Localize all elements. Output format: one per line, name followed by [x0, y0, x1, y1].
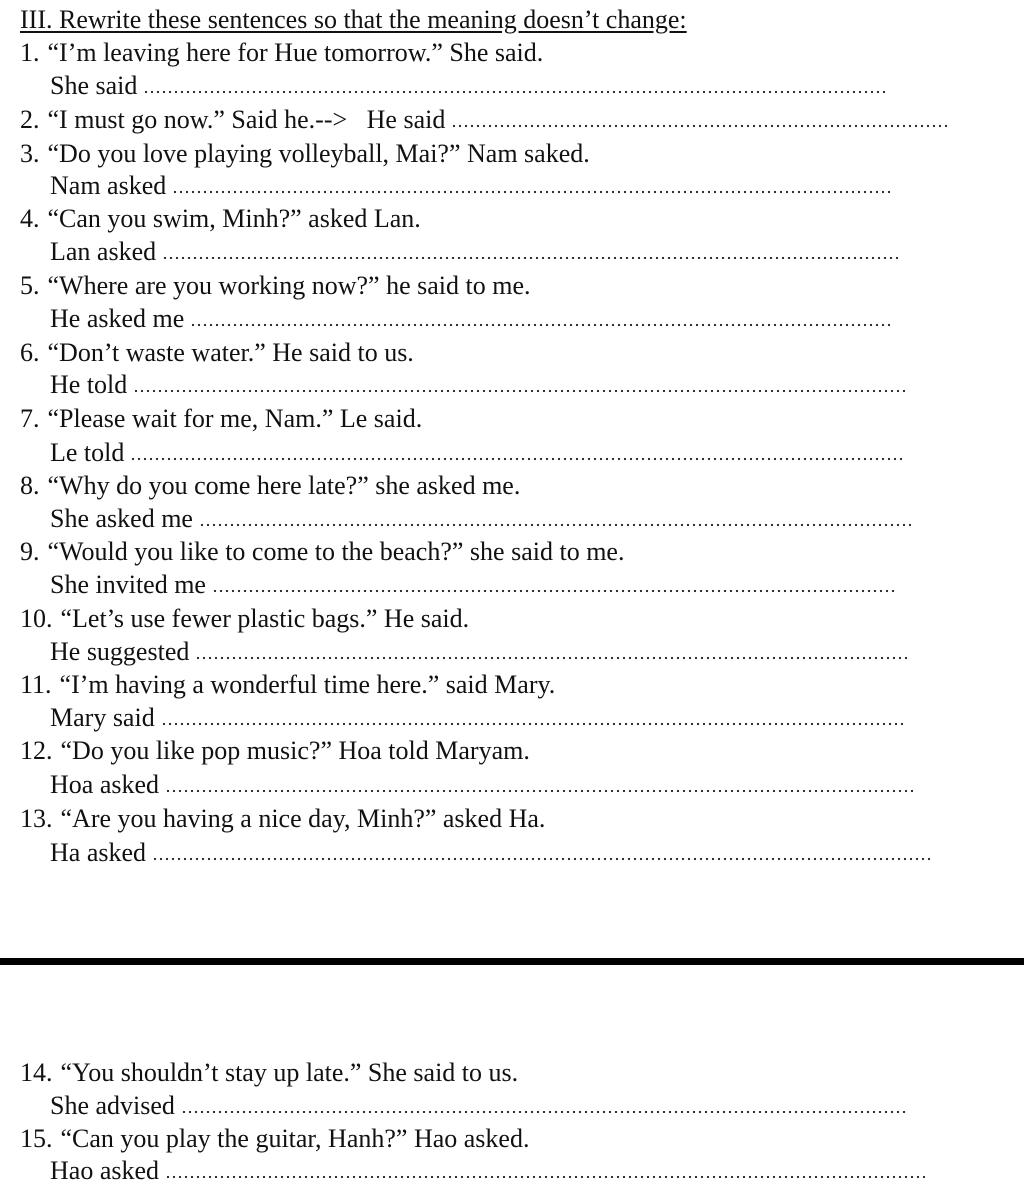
- worksheet-heading: III. Rewrite these sentences so that the meaning doesn’t change:: [20, 4, 687, 34]
- dotted-answer-blank[interactable]: [133, 389, 909, 393]
- question-number: 5.: [20, 270, 40, 300]
- question-number: 11.: [20, 669, 52, 699]
- question-text: “Let’s use fewer plastic bags.” He said.: [60, 603, 470, 633]
- dotted-answer-blank[interactable]: [165, 1175, 925, 1179]
- answer-prompt: Hao asked: [50, 1155, 160, 1185]
- question-8: [20, 469, 520, 502]
- question-5: [20, 269, 530, 302]
- question-number: 12.: [20, 735, 53, 765]
- question-15: [20, 1122, 529, 1155]
- question-number: 6.: [20, 337, 40, 367]
- question-number: 2.: [20, 104, 40, 134]
- answer-prompt: She advised: [50, 1090, 175, 1120]
- answer-line-14[interactable]: [50, 1089, 907, 1122]
- answer-line-8[interactable]: [50, 502, 911, 535]
- question-14: [20, 1056, 518, 1089]
- dotted-answer-blank[interactable]: [152, 857, 932, 861]
- question-text: “I’m leaving here for Hue tomorrow.” She said.: [47, 37, 544, 67]
- answer-prompt: Hoa asked: [50, 769, 160, 799]
- question-text: “You shouldn’t stay up late.” She said to us.: [60, 1057, 519, 1087]
- dotted-answer-blank[interactable]: [143, 90, 887, 94]
- question-number: 1.: [20, 37, 40, 67]
- answer-line-11[interactable]: [50, 701, 903, 734]
- answer-line-15[interactable]: [50, 1154, 925, 1187]
- question-number: 4.: [20, 203, 40, 233]
- section-divider: [0, 958, 1024, 965]
- dotted-answer-blank[interactable]: [195, 656, 911, 660]
- question-text: “Do you like pop music?” Hoa told Maryam.: [60, 735, 530, 765]
- question-number: 7.: [20, 403, 40, 433]
- answer-line-10[interactable]: [50, 635, 911, 668]
- answer-prompt: He asked me: [50, 303, 185, 333]
- question-text: “Do you love playing volleyball, Mai?” Nam saked.: [47, 138, 590, 168]
- dotted-answer-blank[interactable]: [165, 789, 915, 793]
- question-13: [20, 802, 545, 835]
- answer-prompt: She said: [50, 70, 138, 100]
- question-text: “Where are you working now?” he said to me.: [47, 270, 531, 300]
- question-number: 3.: [20, 138, 40, 168]
- question-7: [20, 402, 422, 435]
- question-text: “Please wait for me, Nam.” Le said.: [47, 403, 423, 433]
- answer-line-4[interactable]: [50, 235, 900, 268]
- answer-line-3[interactable]: [50, 169, 892, 202]
- question-10: [20, 602, 469, 635]
- question-text: “Can you swim, Minh?” asked Lan.: [47, 203, 421, 233]
- answer-prompt: She asked me: [50, 503, 193, 533]
- answer-prompt: Ha asked: [50, 837, 147, 867]
- answer-prompt: Nam asked: [50, 170, 167, 200]
- answer-prompt: He suggested: [50, 636, 190, 666]
- answer-line-6[interactable]: [50, 368, 909, 401]
- question-2[interactable]: [20, 103, 951, 136]
- question-text: “I must go now.” Said he.--> He said: [47, 104, 446, 134]
- answer-prompt: She invited me: [50, 569, 206, 599]
- dotted-answer-blank[interactable]: [172, 190, 892, 194]
- question-number: 13.: [20, 803, 53, 833]
- question-text: “I’m having a wonderful time here.” said Mary.: [59, 669, 556, 699]
- question-4: [20, 202, 421, 235]
- dotted-answer-blank[interactable]: [451, 124, 951, 128]
- question-text: “Would you like to come to the beach?” she said to me.: [47, 536, 625, 566]
- question-text: “Are you having a nice day, Minh?” asked Ha.: [60, 803, 546, 833]
- answer-prompt: Lan asked: [50, 236, 157, 266]
- question-9: [20, 535, 624, 568]
- question-6: [20, 336, 414, 369]
- answer-line-1[interactable]: [50, 69, 887, 102]
- dotted-answer-blank[interactable]: [181, 1110, 907, 1114]
- question-text: “Can you play the guitar, Hanh?” Hao asked.: [60, 1123, 530, 1153]
- dotted-answer-blank[interactable]: [212, 589, 896, 593]
- question-number: 10.: [20, 603, 53, 633]
- dotted-answer-blank[interactable]: [161, 722, 903, 726]
- question-3: [20, 137, 590, 170]
- question-11: [20, 668, 555, 701]
- answer-line-12[interactable]: [50, 768, 915, 801]
- question-1: [20, 36, 543, 69]
- dotted-answer-blank[interactable]: [130, 457, 902, 461]
- question-number: 14.: [20, 1057, 53, 1087]
- question-12: [20, 734, 530, 767]
- question-number: 8.: [20, 470, 40, 500]
- answer-prompt: Le told: [50, 437, 125, 467]
- answer-line-5[interactable]: [50, 302, 890, 335]
- answer-line-7[interactable]: [50, 436, 902, 469]
- dotted-answer-blank[interactable]: [162, 256, 900, 260]
- answer-prompt: Mary said: [50, 702, 155, 732]
- question-text: “Don’t waste water.” He said to us.: [47, 337, 414, 367]
- question-number: 15.: [20, 1123, 53, 1153]
- dotted-answer-blank[interactable]: [199, 523, 911, 527]
- answer-line-13[interactable]: [50, 836, 932, 869]
- question-text: “Why do you come here late?” she asked me.: [47, 470, 521, 500]
- answer-line-9[interactable]: [50, 568, 896, 601]
- dotted-answer-blank[interactable]: [190, 323, 890, 327]
- answer-prompt: He told: [50, 369, 128, 399]
- question-number: 9.: [20, 536, 40, 566]
